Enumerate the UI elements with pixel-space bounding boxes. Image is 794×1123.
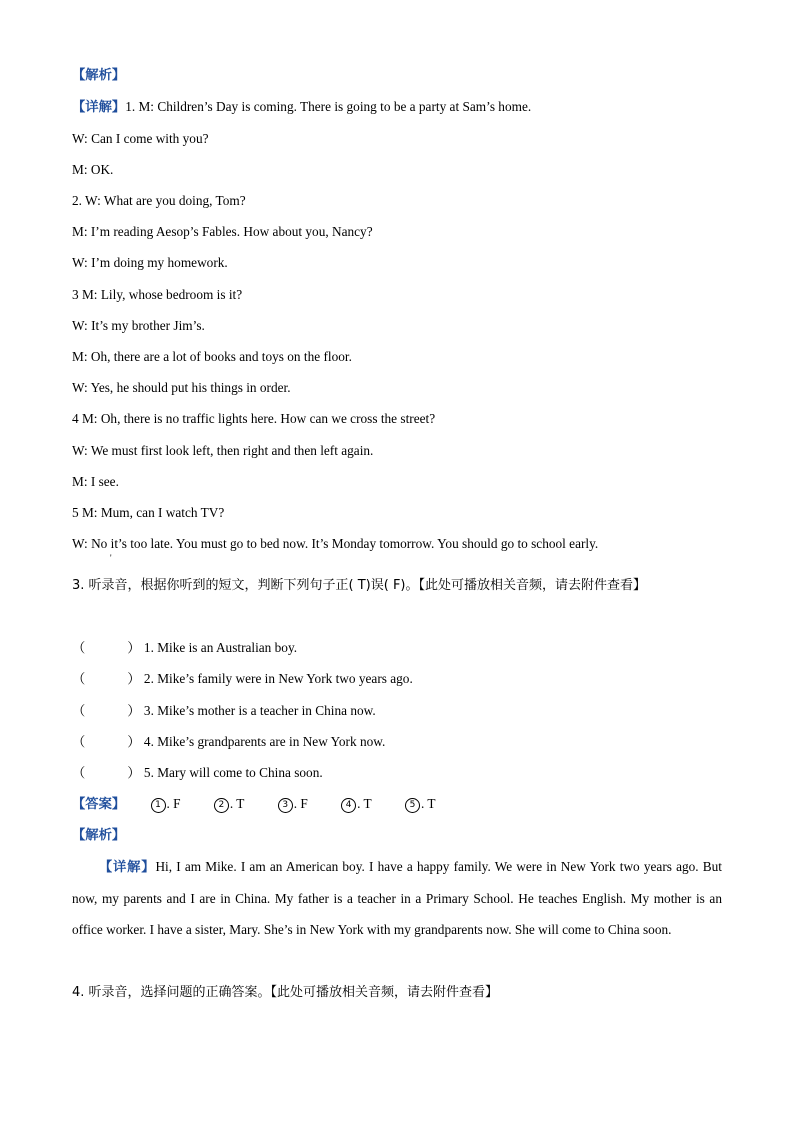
stray-mark: '	[110, 553, 112, 563]
dialog-line: 5 M: Mum, can I watch TV?	[72, 505, 225, 520]
dialog-line: 3 M: Lily, whose bedroom is it?	[72, 287, 243, 302]
dialog-line: W: No it’s too late. You must go to bed now. It’s Monday tomorrow. You should go to school early.	[72, 536, 599, 551]
dialog-line: W: I’m doing my homework.	[72, 255, 228, 270]
question-3-title: 3. 听录音，根据你听到的短文，判断下列句子正( T)误( F)。【此处可播放相关音频，请去附件查看】	[72, 578, 647, 593]
dialog-line: M: I’m reading Aesop’s Fables. How about you, Nancy?	[72, 224, 373, 239]
detail-line-1: 【详解】1. M: Children’s Day is coming. There is going to be a party at Sam’s home.	[72, 99, 532, 115]
judge-item: （ ） 2. Mike’s family were in New York two years ago.	[72, 671, 413, 686]
answer-item: 4 . T	[341, 795, 372, 813]
dialog-line: W: Yes, he should put his things in order.	[72, 380, 291, 395]
answer-item: 1 . F	[151, 795, 181, 813]
judge-item: （ ） 5. Mary will come to China soon.	[72, 765, 323, 780]
detail-passage: 【详解】Hi, I am Mike. I am an American boy. I have a happy family. We were in New York two years ago. But now, my parents and I are in China. My father is a teacher in a Primary School. He teaches English. My mother is an office worker. I have a sister, Mary. She’s in New York with my grandparents now. She will come to China soon.	[72, 859, 722, 937]
dialog-line: M: Oh, there are a lot of books and toys on the floor.	[72, 349, 352, 364]
judge-item: （ ） 1. Mike is an Australian boy.	[72, 640, 298, 655]
answer-row: 【答案】 1 . F 2 . T 3 . F 4 . T 5 . T	[72, 796, 436, 812]
judge-item: （ ） 4. Mike’s grandparents are in New York now.	[72, 734, 386, 749]
answer-item: 3 . F	[278, 795, 308, 813]
dialog-line: 2. W: What are you doing, Tom?	[72, 193, 246, 208]
question-4-title: 4. 听录音，选择问题的正确答案。【此处可播放相关音频，请去附件查看】	[72, 985, 499, 1000]
dialog-line: M: OK.	[72, 162, 114, 177]
dialog-line: 4 M: Oh, there is no traffic lights here. How can we cross the street?	[72, 411, 436, 426]
analysis-label: 【解析】	[72, 828, 126, 843]
answer-item: 5 . T	[405, 795, 436, 813]
dialog-line: W: We must first look left, then right and then left again.	[72, 443, 374, 458]
judge-item: （ ） 3. Mike’s mother is a teacher in China now.	[72, 703, 376, 718]
dialog-line: W: It’s my brother Jim’s.	[72, 318, 205, 333]
dialog-line: W: Can I come with you?	[72, 131, 209, 146]
answer-item: 2 . T	[214, 795, 245, 813]
dialog-line: M: I see.	[72, 474, 119, 489]
analysis-label: 【解析】	[72, 68, 126, 83]
